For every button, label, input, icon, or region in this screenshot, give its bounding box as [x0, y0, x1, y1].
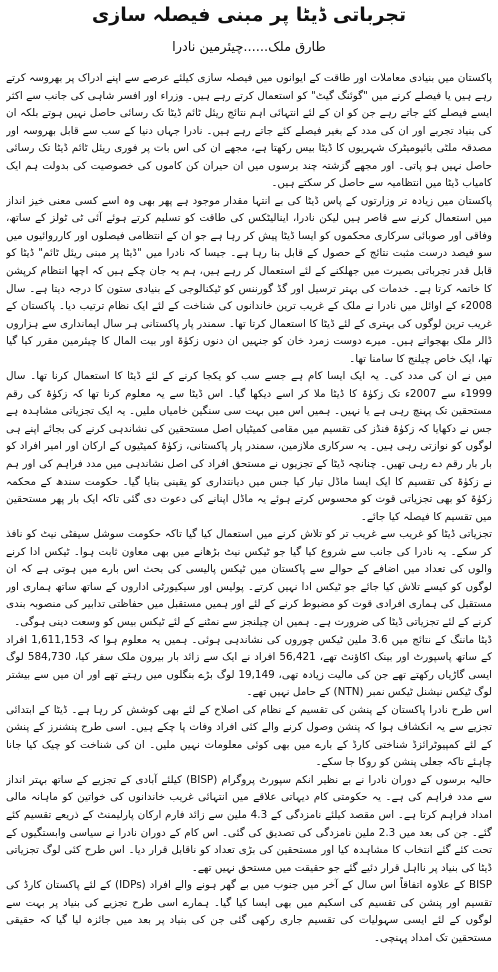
paragraph: پاکستان میں زیادہ تر وزارتوں کے پاس ڈیٹا کی بے انتہا مقدار موجود ہے پھر بھی وہ اسے کسی معنی خیز انداز میں استعمال کرنے سے قاصر ہیں لیکن نادرا، اینالیٹکس کی طاقت کو تسلیم کرتے ہوئے آئی ٹی ٹولز کے ساتھ، وفاقی اور صوبائی سرکاری محکموں کو ایسا ڈیٹا پیش کر رہا ہے جو ان کے انتظامی فیصلوں اور کارروائیوں میں سو فیصد درست مثبت نتائج کے حصول کے قابل بنا رہا ہے۔ جیسا کہ نادرا میں "ڈیٹا پر مبنی ریئل ٹائم" ڈیٹا کو قابل قدر تجرباتی بصیرت میں جھلکنے کے لئے استعمال کر رہے ہیں، ہم یہ جان چکے ہیں کہ اچھا انتظام کرپشن کا خاتمہ کرتا ہے۔ خدمات کی بہتر ترسیل اور گڈ گورننس کو ٹیکنالوجی کے بنیادی ستون کا درجہ دیتا ہے۔ سال 2008ء کے اوائل میں نادرا نے ملک کے غریب ترین خاندانوں کی شناخت کے لئے ایک نظام ترتیب دیا۔ پاکستان کے غریب ترین لوگوں کی بہتری کے لئے ڈیٹا کا استعمال کرتا تھا۔ سمندر پار پاکستانی ہر سال ایمانداری سے ہزاروں ڈالر ملک بھجواتے ہیں۔ میرے دوست زمرد خان کو جنہیں ان دنوں زکوٰۃ اور بیت المال کا چیئرمین مقرر کیا گیا تھا، ایک خاص چیلنج کا سامنا تھا۔ — [6, 194, 492, 365]
paragraph: BISP کے علاوہ اتفاقاً اس سال کے آخر میں جنوب میں بے گھر ہونے والے افراد (IDPs) کے لئے پاکستان کارڈ کی تقسیم اور پنشن کی تقسیم کی اسکیم میں بھی ایسا کیا گیا۔ ہمارے اسی طرح تجزیے کی بنیاد پر بہت سے لوگوں کے لئے ایسی سہولیات کی تقسیم جاری رکھی گئی جن کی بنیاد پر بعد میں جائزہ لیا گیا کہ حقیقی مستحقین تک امداد پہنچی۔ — [6, 879, 492, 944]
paragraph: ڈیٹا ماننگ کے نتائج میں 3.6 ملین ٹیکس چوروں کی نشاندہی ہوئی۔ ہمیں یہ معلوم ہوا کہ 1,611,153 افراد کے ساتھ پاسپورٹ اور بینک اکاؤنٹ تھے، 56,421 افراد نے ایک سے زائد بار بیرون ملک سفر کیا، 584,730 لوگ ایسی گاڑیاں رکھتے تھے جن کی مالیت زیادہ تھی، 19,149 لوگ بڑے بنگلوں میں رہتے تھے اور ان میں سے بیشتر لوگ ٹیکس نیشنل ٹیکس نمبر (NTN) کے حامل نہیں تھے۔ — [6, 633, 492, 699]
article-title: تجرباتی ڈیٹا پر مبنی فیصلہ سازی — [91, 4, 407, 26]
paragraph: میں نے ان کی مدد کی۔ یہ ایک ایسا کام ہے جسے سب کو یکجا کرنے کے لئے ڈیٹا کا استعمال کرنا تھا۔ سال 1999ء سے 2007ء تک زکوٰۃ کا ڈیٹا ملا کر اسے دیکھا گیا۔ اس ڈیٹا سے یہ معلوم کرنا تھا کہ زکوٰۃ کی رقم مستحقین تک پہنچ رہی ہے یا نہیں۔ ہمیں اس میں بہت سی سنگین خامیاں ملیں۔ یہ ایک تجزیاتی مشاہدہ ہے جس نے دکھایا کہ زکوٰۃ فنڈز کی تقسیم میں مقامی کمیٹیاں اصل مستحقین کی نشاندہی کرنے کی بجائے اپنے ہی لوگوں کو نوازتی رہی ہیں۔ یہ سرکاری ملازمین، سمندر پار پاکستانی، زکوٰۃ کمیٹیوں کے ارکان اور امیر افراد کو بار بار رقم دے رہی تھیں۔ چنانچہ ڈیٹا کے تجزیوں نے مستحق افراد کی اصل نشاندہی میں مدد فراہم کی اور ہم نے زکوٰۃ کی تقسیم کا ایک ایسا ماڈل تیار کیا جس میں دیانتداری کو یقینی بنایا گیا۔ حکومت سندھ کے محکمہ زکوٰۃ کو بھی تجزیاتی قوت کو محسوس کرتے ہوئے یہ ماڈل اپنانے کی دعوت دی گئی تاکہ ایک بار پھر مستحقین میں تقسیم کا فیصلہ کیا جائے۔ — [6, 370, 492, 523]
paragraph: اس طرح نادرا پاکستان کے پنشن کی تقسیم کے نظام کی اصلاح کے لئے بھی کوشش کر رہا ہے۔ ڈیٹا کے ابتدائی تجزیے سے یہ انکشاف ہوا کہ پنشن وصول کرنے والے کئی افراد وفات پا چکے ہیں۔ اسی طرح پنشنرز کے پنشن کے لئے کمپیوٹرائزڈ شناختی کارڈ کے بارے میں بھی کوئی معلومات نہیں ملیں۔ ان کی شناخت کو چیک کیا جانا چاہئے تاکہ جعلی پنشن کو روکا جا سکے۔ — [6, 703, 492, 769]
paragraph: تجزیاتی ڈیٹا کو غریب سے غریب تر کو تلاش کرنے میں استعمال کیا گیا تاکہ حکومت سوشل سیفٹی نیٹ کو نافذ کر سکے۔ یہ نادرا کی جانب سے شروع کیا گیا جو ٹیکس نیٹ بڑھانے میں بھی معاون ثابت ہوا۔ ٹیکس ادا کرنے والوں کی تعداد میں اضافے کے حوالے سے پاکستان میں ٹیکس پالیسی کی بحث اس بارے میں ہوتی ہے کہ ان لوگوں کو کیسے تلاش کیا جائے جو ٹیکس ادا نہیں کرتے۔ پولیس اور سیکیورٹی اداروں کے ساتھ ساتھ ہماری اور مستقبل کی ہماری افرادی قوت کو مضبوط کرنے کے لئے اور ہمیں مستقبل میں حفاظتی تدابیر کی منصوبہ بندی کرنے کے لئے تجزیاتی ڈیٹا کی ضرورت ہے۔ ہمیں ان چیلنجز سے نمٹنے کے لئے ٹیکس بیس کو وسعت دینی ہوگی۔ — [6, 528, 492, 628]
paragraph: حالیہ برسوں کے دوران نادرا نے بے نظیر انکم سپورٹ پروگرام (BISP) کیلئے آبادی کے تجزیے کے ساتھ بہتر انداز سے مدد فراہم کی ہے۔ یہ حکومتی کام دیہاتی علاقے میں انتہائی غریب خاندانوں کی خواتین کو ماہانہ مالی امداد فراہم کرتا ہے۔ اس مقصد کیلئے نامزدگی کے 4.3 ملین سے زائد فارم ارکان پارلیمنٹ کے ذریعے تقسیم کئے گئے۔ جن کی بعد میں 2.3 ملین نامزدگی کی تصدیق کی گئی۔ اس کام کے دوران نادرا نے سیاسی وابستگیوں کے تحت کئے گئے انتخاب کا مشاہدہ کیا اور مستحقین کی بڑی تعداد کو ناقابل قرار دیا۔ اس طرح کئی لوگ تجزیاتی ڈیٹا کی بنیاد پر نااہل قرار دئیے گئے جو حقیقت میں مستحق نہیں تھے۔ — [6, 773, 492, 874]
article-byline: طارق ملک......چیئرمین نادرا — [172, 40, 326, 55]
article-body — [6, 70, 492, 968]
paragraph: پاکستان میں بنیادی معاملات اور طاقت کے ایوانوں میں فیصلہ سازی کیلئے عرصے سے اپنے ادراک پر بھروسہ کرتے رہے ہیں یا فیصلے کرنے میں "گوئنگ گیٹ" کو استعمال کرتے رہے ہیں۔ وزراء اور افسر شاہی کی جانب سے اکثر ایسے فیصلے کئے جاتے رہے جن کو ان کے لئے انتہائی اہم نتائج ریئل ٹائم ڈیٹا تک رسائی حاصل نہیں ہوتے بلکہ ان کی بنیاد تجربے اور ان کی مدد کے بغیر فیصلے کئے جاتے رہے ہیں۔ نادرا جہاں دنیا کے سب سے قابل بھروسہ اور مصدقہ ملٹی بائیومیٹرک شہریوں کا ڈیٹا بیس رکھتا ہے، مجھے ان کی اس بات پر فوری ریئل ٹائم ڈیٹا تک رسائی حاصل نہیں ہو پاتی۔ اور مجھے گزشتہ چند برسوں میں ان حیران کن کاموں کی خصوصیت کی بدولت ہم ایک کامیاب ڈیٹا میں انتظامیہ سے حاصل کر سکتے ہیں۔ — [6, 72, 492, 190]
